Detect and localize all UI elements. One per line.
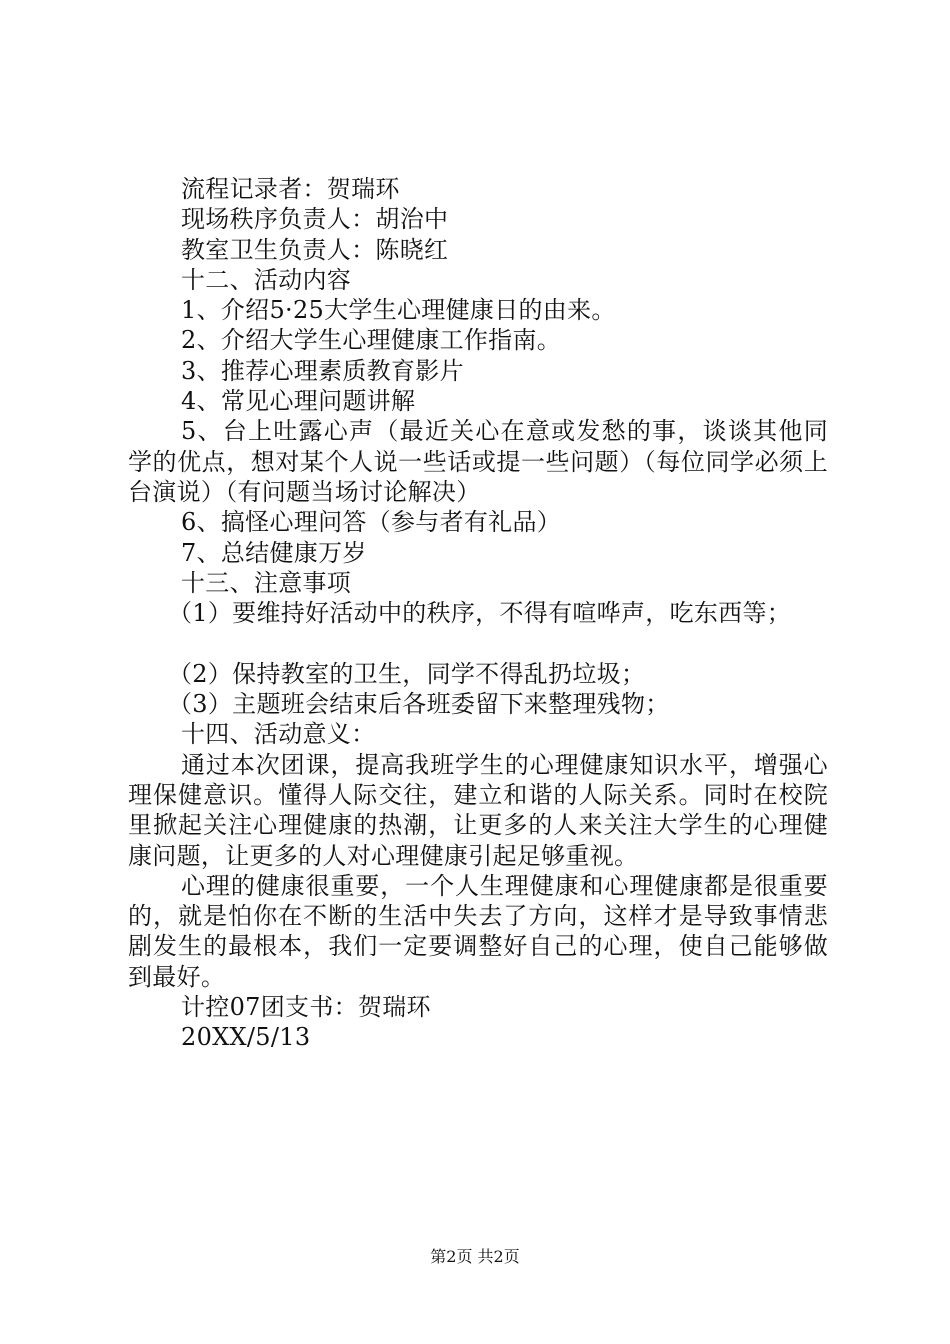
meaning-paragraph-2: 心理的健康很重要，一个人生理健康和心理健康都是很重要的，就是怕你在不断的生活中失去了方向，这样才是导致事情悲剧发生的最根本，我们一定要调整好自己的心理，使自己能够做到最好。 [128, 871, 828, 991]
section-13-heading: 十三、注意事项 [181, 568, 352, 597]
blank-line [128, 628, 828, 658]
note-3: （3）主题班会结束后各班委留下来整理残物； [168, 690, 670, 719]
activity-item-6: 6、搞怪心理问答（参与者有礼品） [181, 508, 562, 537]
note-1: （1）要维持好活动中的秩序，不得有喧哗声，吃东西等； [168, 599, 792, 628]
meaning-paragraph-1: 通过本次团课，提高我班学生的心理健康知识水平，增强心理保健意识。懂得人际交往，建立和谐的人际关系。同时在校院里掀起关注心理健康的热潮，让更多的人来关注大学生的心理健康问题，让更多的人对心理健康引起足够重视。 [128, 750, 828, 870]
recorder-line: 流程记录者：贺瑞环 [181, 175, 400, 203]
date-line: 20XX/5/13 [181, 1023, 311, 1052]
activity-item-2: 2、介绍大学生心理健康工作指南。 [181, 326, 562, 355]
signature-line: 计控07团支书：贺瑞环 [181, 993, 431, 1022]
activity-item-3: 3、推荐心理素质教育影片 [181, 356, 464, 385]
activity-item-4: 4、常见心理问题讲解 [181, 387, 416, 416]
document-body [128, 174, 828, 1053]
activity-item-1: 1、介绍5·25大学生心理健康日的由来。 [181, 296, 616, 325]
note-2: （2）保持教室的卫生，同学不得乱扔垃圾； [168, 659, 646, 688]
page-number-footer: 第2页 共2页 [430, 1247, 520, 1266]
order-manager-line: 现场秩序负责人：胡治中 [181, 205, 449, 234]
section-12-heading: 十二、活动内容 [181, 265, 352, 294]
section-14-heading: 十四、活动意义： [181, 720, 376, 749]
hygiene-manager-line: 教室卫生负责人：陈晓红 [181, 235, 449, 264]
activity-item-7: 7、总结健康万岁 [181, 538, 367, 567]
activity-item-5: 5、台上吐露心声（最近关心在意或发愁的事，谈谈其他同学的优点，想对某个人说一些话或提一些问题）（每位同学必须上台演说）（有问题当场讨论解决） [128, 417, 828, 506]
